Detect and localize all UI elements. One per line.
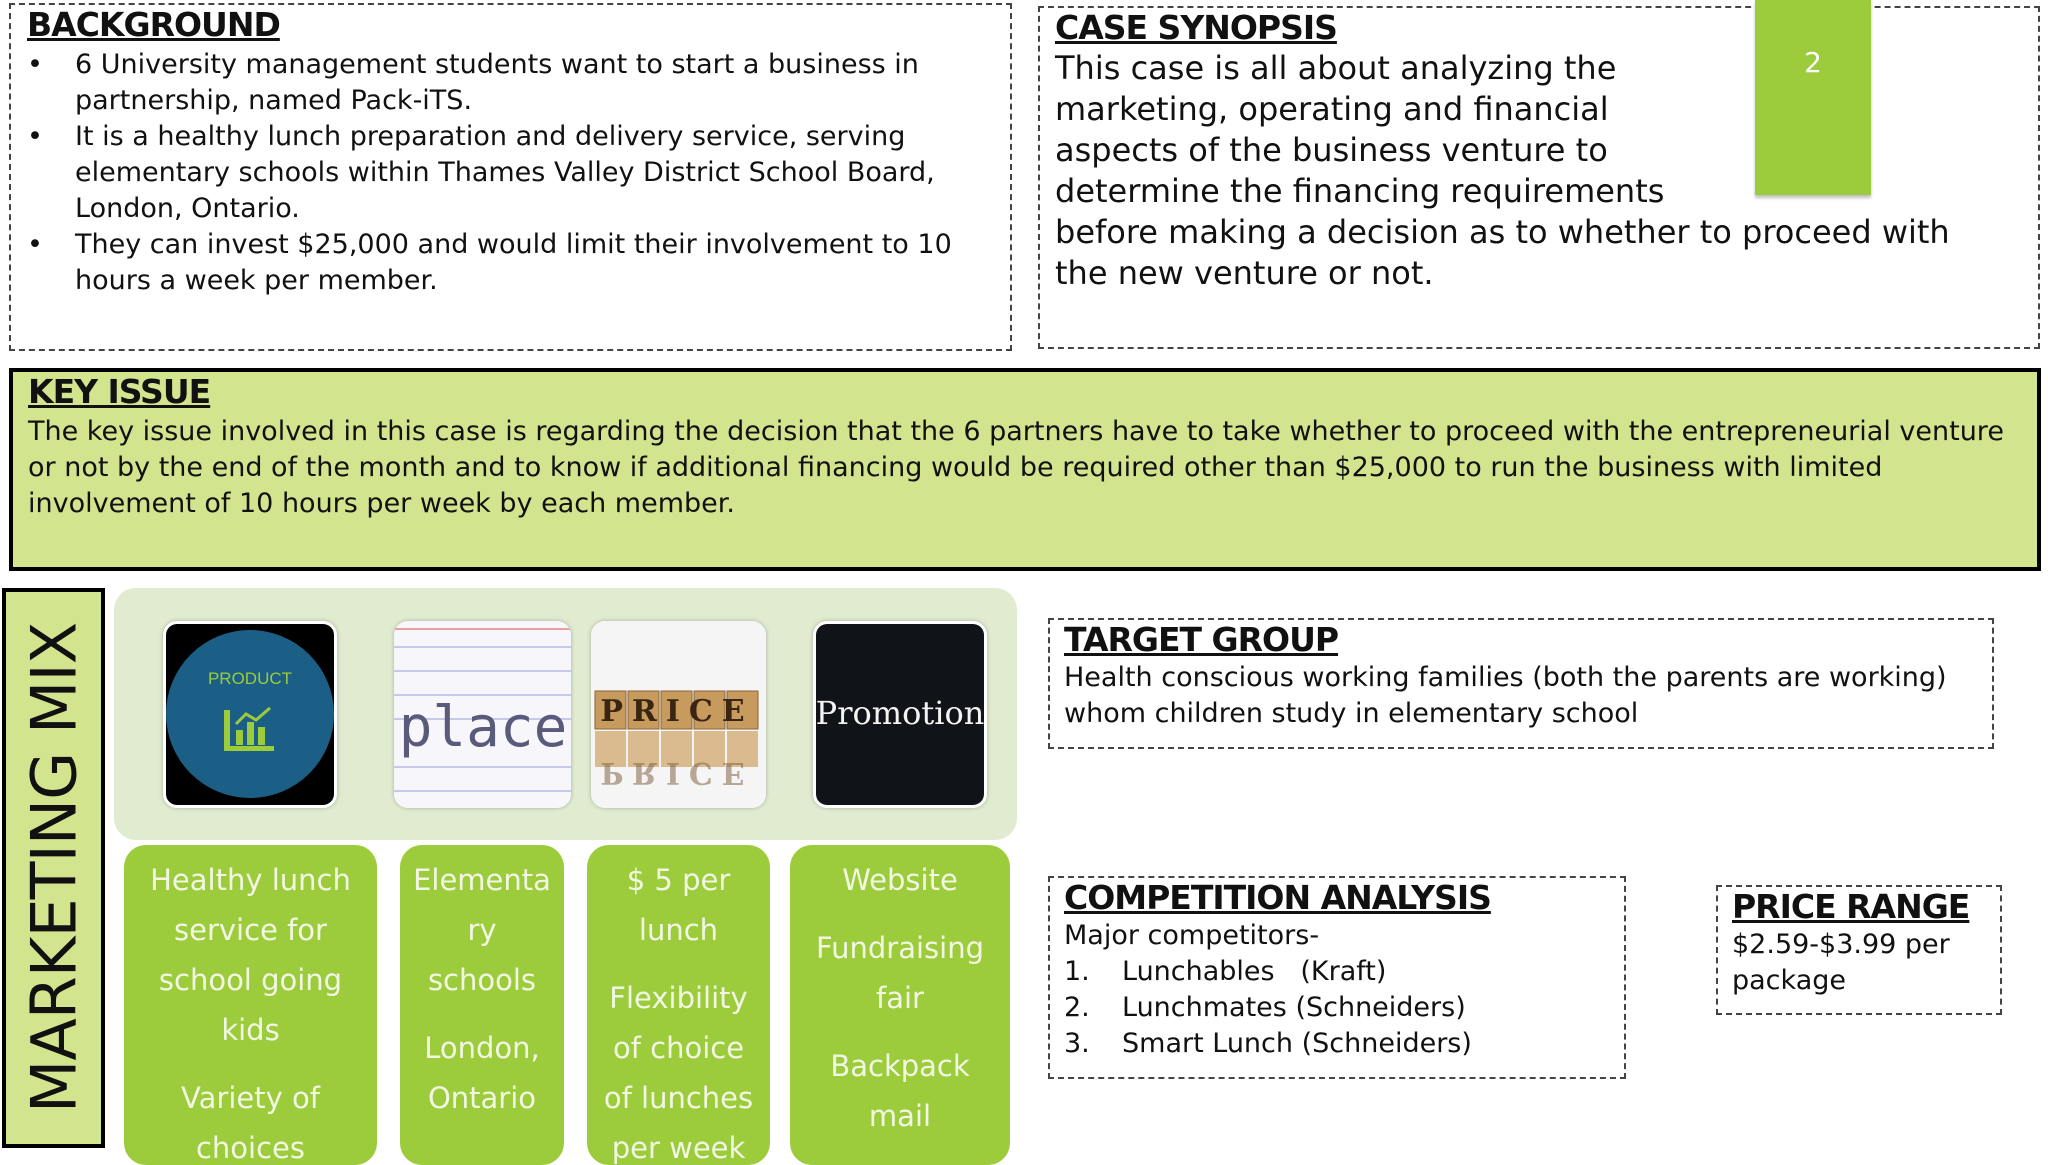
price-range-text: $2.59-$3.99 per package [1732,929,1950,996]
product-image [163,621,337,808]
key-issue-section [9,368,2041,571]
case-synopsis-text: This case is all about analyzing the marketing, operating and financial aspects of the business venture to determine the financing requirements before making a decision as to whether to proceed with the new venture or not. [1055,49,1950,292]
bullet-icon: • [27,121,43,152]
competition-analysis-title: COMPETITION ANALYSIS [1064,878,1491,917]
product-circle-logo [166,624,334,805]
case-synopsis-section [1038,6,2040,349]
competition-intro: Major competitors- [1064,920,1320,951]
background-section [9,3,1012,351]
key-issue-text: The key issue involved in this case is regarding the decision that the 6 partners have to take whether to proceed with the entrepreneurial venture or not by the end of the month and to know if additional financing would be required other than $25,000 to run the business with limited involvement of 10 hours per week by each member. [28,416,2004,519]
background-item: • They can invest $25,000 and would limit their involvement to 10 hours a week per member. [27,229,952,296]
bullet-icon: • [27,229,43,260]
price-reflection: PRICE [600,755,754,790]
background-item: • It is a healthy lunch preparation and delivery service, serving elementary schools within Thames Valley District School Board, London, Ontario. [27,121,935,224]
product-column: Healthy lunch service for school going kids Variety of choices [124,845,377,1165]
case-synopsis-title: CASE SYNOPSIS [1055,8,1337,47]
price-word: PRICE [600,694,754,729]
background-title: BACKGROUND [27,5,280,44]
promotion-image [813,621,987,808]
price-column: $ 5 per lunch Flexibility of choice of lunches per week [587,845,770,1165]
competitor-item: 3. Smart Lunch (Schneiders) [1064,1028,1472,1059]
promotion-column: Website Fundraising fair Backpack mail [790,845,1010,1165]
place-image [394,621,571,808]
place-column: Elementa ry schools London, Ontario [400,845,564,1165]
price-image [591,621,766,808]
product-logo-text: PRODUCT [207,669,293,688]
background-item: • 6 University management students want to start a business in partnership, named Pack-iTS. [27,49,919,116]
place-word: place [398,695,568,760]
competitor-list [1064,954,1624,1062]
marketing-mix-label: MARKETING MIX [2,588,105,1148]
background-list [27,47,1010,299]
target-group-text: Health conscious working families (both the parents are working) whom children study in elementary school [1064,662,1947,729]
bullet-icon: • [27,49,43,80]
competitor-item: 2. Lunchmates (Schneiders) [1064,992,1466,1023]
key-issue-title: KEY ISSUE [28,372,211,411]
competition-analysis-section [1048,876,1626,1079]
price-range-title: PRICE RANGE [1732,887,1970,926]
promotion-word: Promotion [816,694,984,732]
target-group-section [1048,618,1994,749]
competitor-item: 1. Lunchables (Kraft) [1064,956,1387,987]
target-group-title: TARGET GROUP [1064,620,1339,659]
slide-number-tab: 2 [1755,0,1871,195]
price-range-section [1716,885,2002,1015]
